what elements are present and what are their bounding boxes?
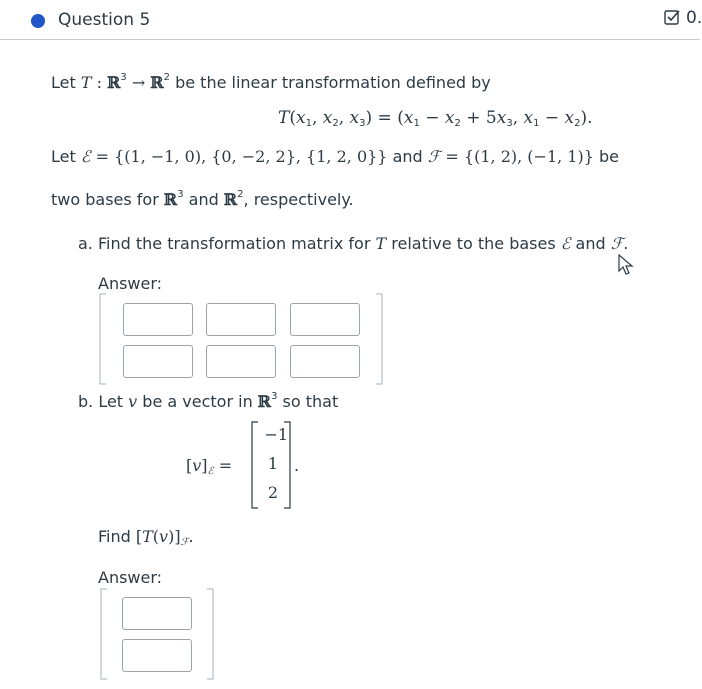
question-header [0, 0, 700, 40]
vector-answer-left-bracket [100, 588, 108, 680]
question-points: 0. [686, 8, 702, 28]
matrix-a-cell-1-3[interactable] [290, 303, 360, 336]
matrix-a-right-bracket [375, 293, 383, 385]
vector-period: . [294, 456, 300, 475]
vector-entry-2: 1 [267, 454, 278, 473]
part-b-prompt: b. Let v be a vector in ℝ$^3$ so that [78, 391, 339, 411]
vector-entry-3: 2 [267, 483, 278, 502]
vector-answer-cell-2[interactable] [122, 639, 192, 672]
matrix-a-left-bracket [99, 293, 107, 385]
bases-line-2: two bases for ℝ$^3$ and ℝ$^2$, respectively. [51, 189, 354, 209]
part-a-answer-label: Answer: [98, 274, 163, 293]
vector-answer-right-bracket [206, 588, 214, 680]
matrix-a-cell-2-1[interactable] [123, 345, 193, 378]
vector-answer-cell-1[interactable] [122, 597, 192, 630]
part-b-answer-label: Answer: [98, 568, 163, 587]
coordinate-vector-label: $[v]_ℰ$ = [186, 456, 233, 477]
matrix-a-cell-1-1[interactable] [123, 303, 193, 336]
intro-line: Let T : ℝ$^3$ → ℝ$^2$ be the linear transformation defined by [51, 72, 491, 92]
transformation-formula: $T(x_1$, $x_2$, $x_3) = (x_1 - x_2 + 5x_3$, $x_1 - x_2$). [278, 108, 593, 129]
part-a-prompt: a. Find the transformation matrix for T relative to the bases ℰ and ℱ. [78, 234, 629, 253]
part-b-find: Find $[T(v)]_ℱ$. [98, 527, 194, 548]
matrix-a-cell-2-2[interactable] [206, 345, 276, 378]
vector-right-bracket [283, 421, 291, 509]
question-status-icon [31, 14, 45, 28]
mouse-pointer-icon [617, 254, 637, 276]
checkbox-pencil-icon [664, 9, 681, 26]
question-title: Question 5 [58, 10, 151, 30]
vector-entry-1: −1 [264, 425, 288, 444]
bases-line: Let ℰ = {(1, −1, 0), {0, −2, 2}, {1, 2, 0}} and ℱ = {(1, 2), (−1, 1)} be [51, 147, 619, 166]
matrix-a-cell-1-2[interactable] [206, 303, 276, 336]
matrix-a-cell-2-3[interactable] [290, 345, 360, 378]
